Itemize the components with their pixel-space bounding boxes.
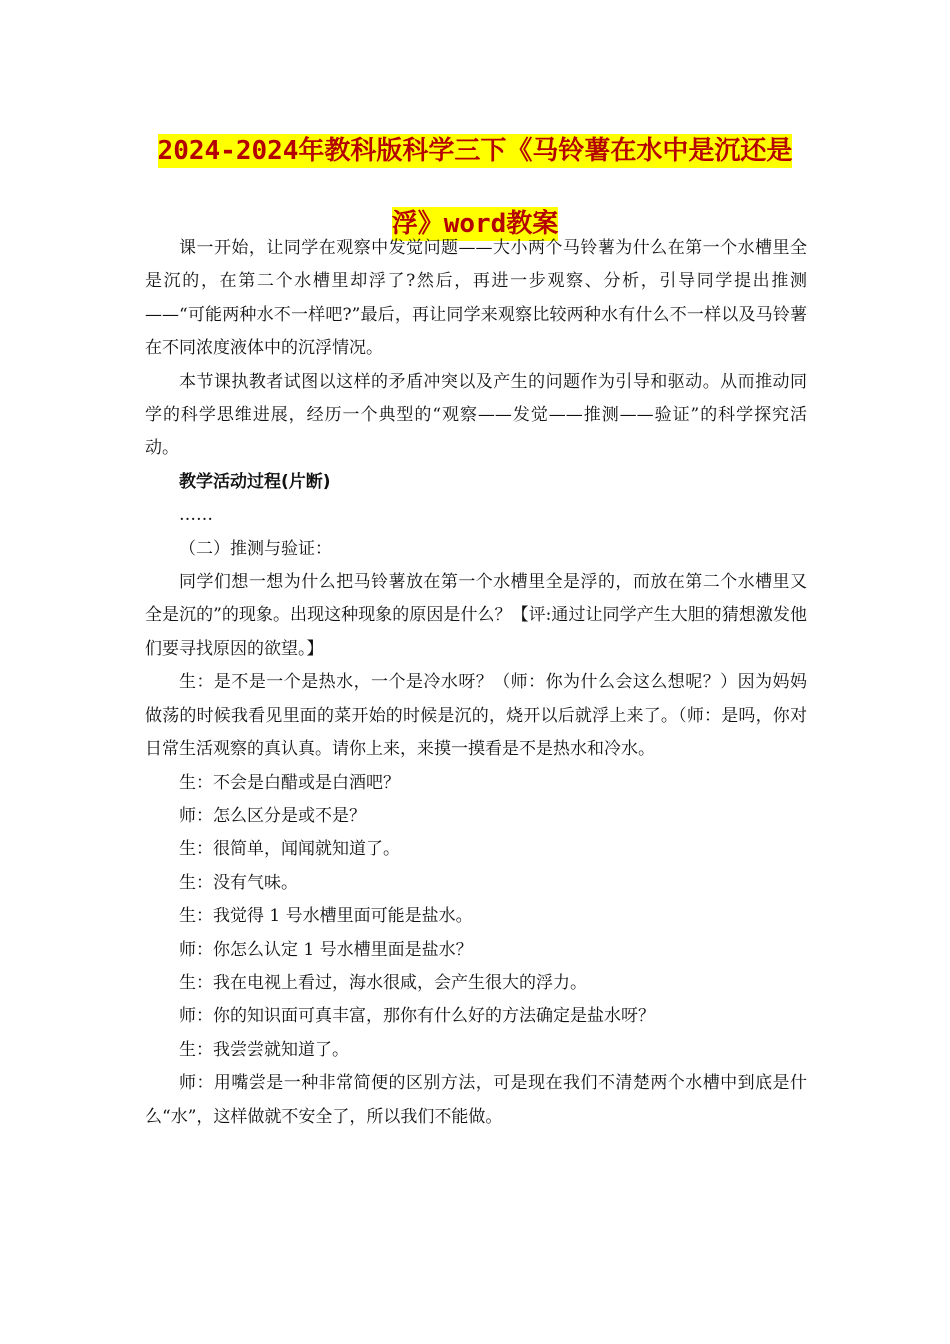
title-highlight-1: 2024-2024年教科版科学三下《马铃薯在水中是沉还是 <box>157 136 793 166</box>
dialogue-line: 师：用嘴尝是一种非常简便的区别方法，可是现在我们不清楚两个水槽中到底是什么“水”，这样做就不安全了，所以我们不能做。 <box>145 1073 807 1127</box>
intro-paragraph: 课一开始，让同学在观察中发觉问题——大小两个马铃薯为什么在第一个水槽里全是沉的，在第二个水槽里却浮了?然后，再进一步观察、分析，引导同学提出推测——“可能两种水不一样吧?”最后，再让同学来观察比较两种水有什么不一样以及马铃薯在不同浓度液体中的沉浮情况。 <box>145 238 807 359</box>
dialogue-line: 师：你的知识面可真丰富，那你有什么好的方法确定是盐水呀？ <box>179 1006 655 1027</box>
section-heading: 教学活动过程(片断) <box>179 471 331 492</box>
document-title-line-1 <box>145 134 805 168</box>
purpose-paragraph: 本节课执教者试图以这样的矛盾冲突以及产生的问题作为引导和驱动。从而推动同学的科学思维进展，经历一个典型的“观察——发觉——推测——验证”的科学探究活动。 <box>145 371 807 459</box>
dialogue-line: 师：怎么区分是或不是？ <box>179 805 366 826</box>
dialogue-line: 师：你怎么认定 1 号水槽里面是盐水？ <box>179 939 473 960</box>
ellipsis-line: …… <box>179 505 213 526</box>
dialogue-line: 生：我在电视上看过，海水很咸，会产生很大的浮力。 <box>179 972 587 993</box>
dialogue-line: 生：很简单，闻闻就知道了。 <box>179 839 400 860</box>
dialogue-line: 生：是不是一个是热水，一个是冷水呀？（师：你为什么会这么想呢？）因为妈妈做荡的时候我看见里面的菜开始的时候是沉的，烧开以后就浮上来了。（师：是吗，你对日常生活观察的真认真。请你上来，来摸一摸看是不是热水和冷水。 <box>145 672 807 760</box>
dialogue-line: 生：没有气味。 <box>179 872 298 893</box>
dialogue-line: 生：我尝尝就知道了。 <box>179 1039 349 1060</box>
question-paragraph: 同学们想一想为什么把马铃薯放在第一个水槽里全是浮的，而放在第二个水槽里又全是沉的”的现象。出现这种现象的原因是什么？【评:通过让同学产生大胆的猜想激发他们要寻找原因的欲望。】 <box>145 572 807 659</box>
title-highlight-2: 浮》word教案 <box>391 209 559 239</box>
dialogue-line: 生：不会是白醋或是白酒吧？ <box>179 772 400 793</box>
document-body <box>145 232 807 1134</box>
subsection-heading: （二）推测与验证： <box>179 538 332 559</box>
dialogue-line: 生：我觉得 1 号水槽里面可能是盐水。 <box>179 906 473 927</box>
